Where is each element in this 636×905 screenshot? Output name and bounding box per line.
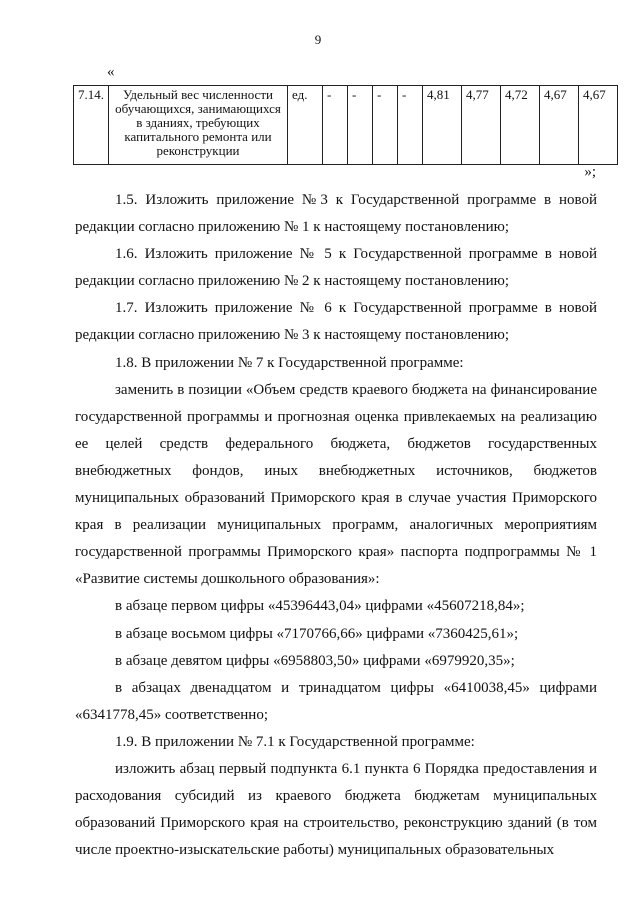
value-cell: 4,81 [423, 86, 462, 165]
paragraph-replace-position: заменить в позиции «Объем средств краевого бюджета на финансирование государственной программы и прогнозная оценка привлекаемых на реализацию ее целей средств федерального бюджета, бюджетов государственных внебюджетных фондов, иных внебюджетных источников, бюджетов муниципальных образований Приморского края в случае участия Приморского края в реализации муниципальных программ, аналогичных мероприятиям государственной программы Приморского края» паспорта подпрограммы № 1 «Развитие системы дошкольного образования»: [75, 381, 597, 588]
paragraph-1-7: 1.7. Изложить приложение № 6 к Государственной программе в новой редакции согласно приложению № 3 к настоящему постановлению; [75, 300, 597, 344]
indicator-table [73, 85, 618, 165]
value-cell: 4,67 [579, 86, 618, 165]
value-cell: 4,77 [462, 86, 501, 165]
empty-value-cell: - [398, 86, 423, 165]
document-body [75, 187, 597, 864]
paragraph-1-6: 1.6. Изложить приложение № 5 к Государственной программе в новой редакции согласно приложению № 2 к настоящему постановлению; [75, 246, 597, 290]
paragraph-1-9: 1.9. В приложении № 7.1 к Государственной программе: [115, 733, 475, 750]
paragraph-abzac-first: в абзаце первом цифры «45396443,04» цифрами «45607218,84»; [115, 598, 525, 615]
value-cell: 4,72 [501, 86, 540, 165]
row-number-cell: 7.14. [74, 86, 109, 165]
value-cell: 4,67 [540, 86, 579, 165]
paragraph-1-8: 1.8. В приложении № 7 к Государственной программе: [115, 354, 464, 371]
empty-value-cell: - [348, 86, 373, 165]
paragraph-1-5: 1.5. Изложить приложение №3 к Государственной программе в новой редакции согласно приложению № 1 к настоящему постановлению; [75, 192, 597, 236]
paragraph-abzac-ninth: в абзаце девятом цифры «6958803,50» цифрами «6979920,35»; [115, 652, 515, 669]
paragraph-subsidy-order: изложить абзац первый подпункта 6.1 пункта 6 Порядка предоставления и расходования субсидий из краевого бюджета бюджетам муниципальных образований Приморского края на строительство, реконструкцию зданий (в том числе проектно-изыскательские работы) муниципальных образовательных [75, 760, 597, 859]
paragraph-abzac-twelfth-thirteenth: в абзацах двенадцатом и тринадцатом цифры «6410038,45» цифрами «6341778,45» соответственно; [75, 679, 597, 723]
empty-value-cell: - [373, 86, 398, 165]
table-close-quote: »; [584, 164, 596, 180]
unit-cell: ед. [288, 86, 323, 165]
paragraph-abzac-eighth: в абзаце восьмом цифры «7170766,66» цифрами «7360425,61»; [115, 625, 519, 642]
empty-value-cell: - [323, 86, 348, 165]
page-number: 9 [314, 32, 322, 47]
indicator-name-cell: Удельный вес численности обучающихся, занимающихся в зданиях, требующих капитального ремонта или реконструкции [109, 86, 288, 165]
table-row [74, 86, 618, 165]
table-open-quote: « [107, 64, 115, 80]
